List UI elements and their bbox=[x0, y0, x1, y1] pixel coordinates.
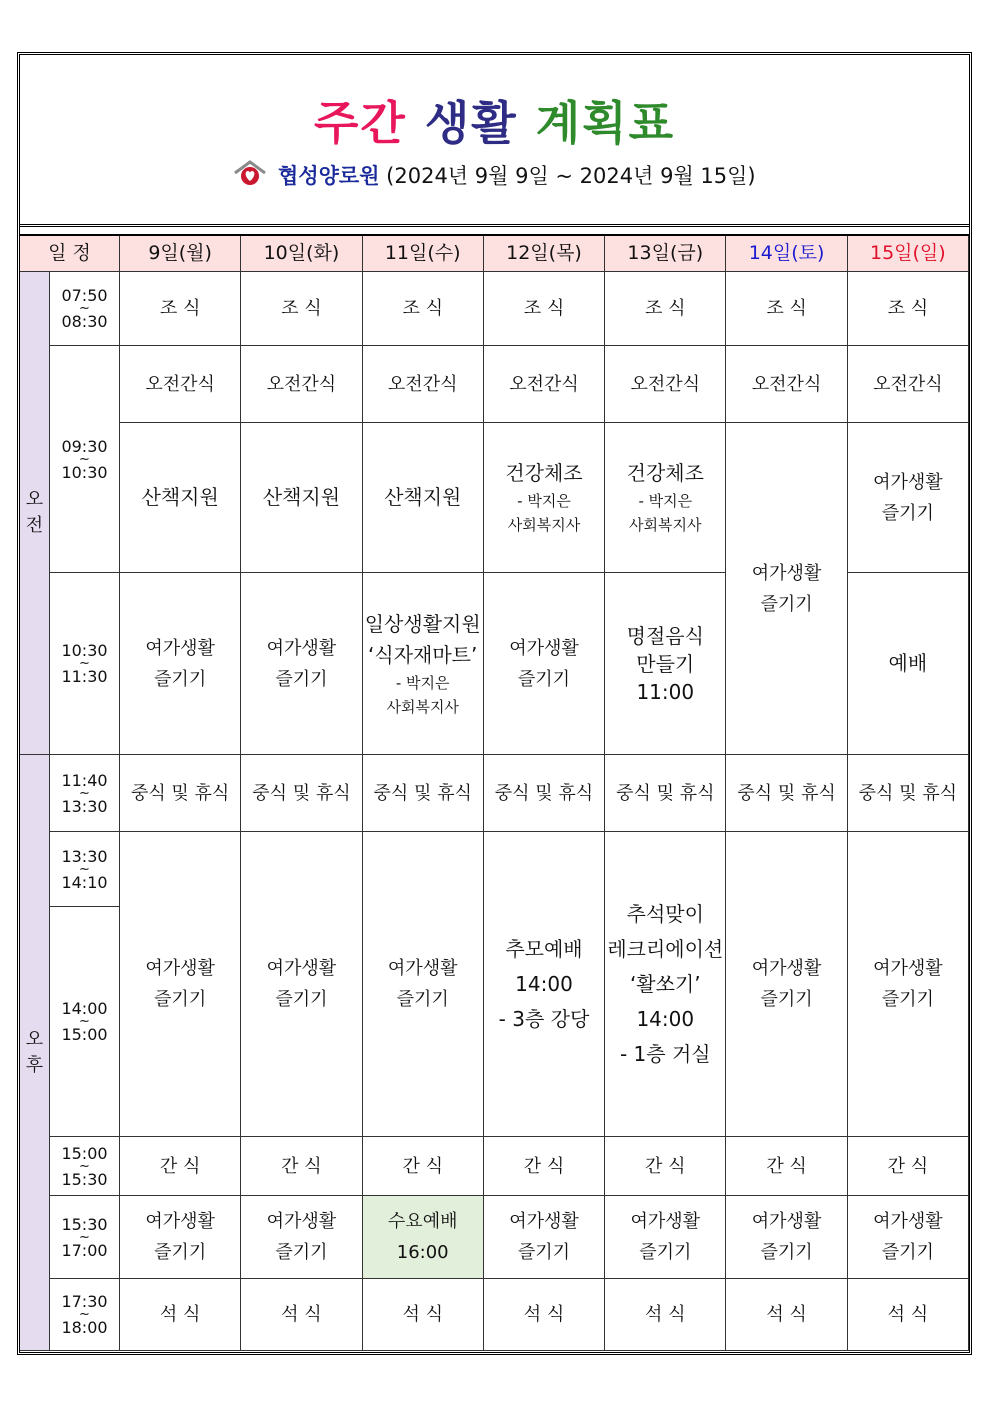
activity-cell: 오전간식 bbox=[120, 346, 241, 423]
time-start: 10:30 bbox=[61, 641, 108, 660]
activity-line-2: 즐기기 bbox=[517, 668, 571, 690]
subtitle bbox=[20, 159, 969, 195]
time-start: 15:00 bbox=[61, 1143, 108, 1163]
time-end: 15:30 bbox=[61, 1169, 108, 1189]
activity-line-1: 여가생활 bbox=[266, 958, 337, 979]
activity-cell: 예배 bbox=[848, 573, 969, 755]
time-tilde: ~ bbox=[79, 1158, 90, 1174]
activity-cell: 중식 및 휴식 bbox=[120, 755, 241, 832]
activity-cell: 간 식 bbox=[241, 1137, 362, 1196]
title-part-3: 계획표 bbox=[535, 96, 676, 150]
activity-line-1: 여가생활 bbox=[387, 958, 458, 979]
day-header-wed: 11일(수) bbox=[363, 236, 484, 272]
activity-cell: 중식 및 휴식 bbox=[726, 755, 847, 832]
day-header-tue: 10일(화) bbox=[241, 236, 362, 272]
activity-line-1: 여가생활 bbox=[266, 1211, 337, 1232]
activity-cell bbox=[605, 832, 726, 1137]
activity-leader: - 박지은 bbox=[638, 492, 693, 510]
activity-cell: 석 식 bbox=[363, 1279, 484, 1351]
activity-leader-title: 사회복지사 bbox=[507, 516, 581, 534]
activity-cell: 석 식 bbox=[605, 1279, 726, 1351]
activity-cell bbox=[848, 1196, 969, 1279]
activity-cell: 조 식 bbox=[241, 272, 362, 346]
activity-time: 14:00 bbox=[515, 971, 573, 996]
activity-cell bbox=[120, 1196, 241, 1279]
day-header-sat: 14일(토) bbox=[726, 236, 847, 272]
activity-cell: 조 식 bbox=[363, 272, 484, 346]
activity-cell: 조 식 bbox=[120, 272, 241, 346]
activity-title: 추모예배 bbox=[505, 936, 583, 961]
activity-line-1: 여가생활 bbox=[509, 637, 579, 659]
time-slot-1400 bbox=[50, 907, 120, 1137]
time-start: 14:00 bbox=[61, 999, 108, 1018]
activity-cell: 오전간식 bbox=[726, 346, 847, 423]
activity-cell: 석 식 bbox=[120, 1279, 241, 1351]
time-tilde: ~ bbox=[79, 301, 90, 316]
activity-cell bbox=[726, 1196, 847, 1279]
activity-cell bbox=[120, 832, 241, 1137]
activity-line-3: ‘활쏘기’ bbox=[629, 971, 701, 996]
time-end: 13:30 bbox=[61, 796, 108, 816]
time-start: 17:30 bbox=[61, 1292, 108, 1311]
activity-cell: 간 식 bbox=[605, 1137, 726, 1196]
time-start: 13:30 bbox=[61, 846, 108, 866]
activity-title: 건강체조 bbox=[626, 461, 704, 485]
activity-line-1: 여가생활 bbox=[266, 637, 337, 659]
time-end: 15:00 bbox=[61, 1025, 108, 1044]
activity-cell: 오전간식 bbox=[484, 346, 605, 423]
activity-cell: 석 식 bbox=[241, 1279, 362, 1351]
activity-line-2: 즐기기 bbox=[154, 989, 207, 1010]
time-slot-1030 bbox=[50, 573, 120, 755]
activity-cell bbox=[484, 832, 605, 1137]
activity-cell: 산책지원 bbox=[241, 423, 362, 573]
activity-cell: 오전간식 bbox=[241, 346, 362, 423]
date-range: (2024년 9월 9일 ~ 2024년 9월 15일) bbox=[386, 164, 756, 188]
activity-cell bbox=[484, 423, 605, 573]
time-tilde: ~ bbox=[79, 1014, 90, 1029]
activity-line-2: 즐기기 bbox=[154, 1242, 207, 1263]
activity-cell: 산책지원 bbox=[120, 423, 241, 573]
activity-line-2: 레크리에이션 bbox=[607, 936, 724, 961]
activity-cell bbox=[848, 832, 969, 1137]
activity-leader-title: 사회복지사 bbox=[629, 516, 702, 534]
activity-line-1: 여가생활 bbox=[751, 562, 822, 584]
activity-line-1: 여가생활 bbox=[145, 637, 215, 659]
activity-cell bbox=[363, 573, 484, 755]
day-header-mon: 9일(월) bbox=[120, 236, 241, 272]
schedule-sheet bbox=[17, 52, 972, 1355]
time-start: 09:30 bbox=[61, 436, 108, 456]
nursing-home-logo-icon bbox=[233, 159, 267, 195]
activity-line-2: 즐기기 bbox=[639, 1242, 692, 1263]
schedule-label-header: 일 정 bbox=[20, 236, 120, 272]
activity-cell: 조 식 bbox=[848, 272, 969, 346]
time-tilde: ~ bbox=[79, 861, 90, 877]
activity-subtitle: ‘식자재마트’ bbox=[368, 642, 478, 667]
activity-cell: 간 식 bbox=[726, 1137, 847, 1196]
activity-line-2: 즐기기 bbox=[275, 1242, 328, 1263]
time-end: 08:30 bbox=[61, 312, 108, 331]
activity-cell: 조 식 bbox=[484, 272, 605, 346]
activity-cell: 간 식 bbox=[363, 1137, 484, 1196]
time-tilde: ~ bbox=[79, 451, 90, 467]
activity-line-2: 즐기기 bbox=[154, 668, 207, 690]
activity-place: - 3층 강당 bbox=[498, 1006, 590, 1031]
time-slot-1330 bbox=[50, 832, 120, 907]
time-end: 14:10 bbox=[61, 872, 108, 892]
activity-time: 11:00 bbox=[636, 679, 695, 704]
activity-title: 일상생활지원 bbox=[364, 611, 481, 636]
title-part-2: 생활 bbox=[424, 96, 518, 150]
activity-cell: 석 식 bbox=[484, 1279, 605, 1351]
activity-cell: 오전간식 bbox=[848, 346, 969, 423]
activity-line-2: 즐기기 bbox=[396, 989, 449, 1010]
activity-line-2: 즐기기 bbox=[881, 989, 934, 1010]
activity-line-1: 명절음식 bbox=[626, 623, 704, 648]
activity-cell: 중식 및 휴식 bbox=[363, 755, 484, 832]
time-slot-1500 bbox=[50, 1137, 120, 1196]
activity-cell bbox=[241, 832, 362, 1137]
time-end: 17:00 bbox=[61, 1240, 108, 1260]
activity-line-2: 즐기기 bbox=[881, 502, 934, 524]
day-header-sun: 15일(일) bbox=[848, 236, 969, 272]
activity-line-2: 만들기 bbox=[636, 651, 695, 676]
activity-cell bbox=[363, 832, 484, 1137]
activity-cell bbox=[484, 1196, 605, 1279]
activity-line-1: 여가생활 bbox=[751, 958, 822, 979]
activity-cell: 간 식 bbox=[848, 1137, 969, 1196]
time-end: 10:30 bbox=[61, 462, 108, 482]
time-slot-1530 bbox=[50, 1196, 120, 1279]
activity-leader: - 박지은 bbox=[517, 492, 571, 510]
activity-cell-highlighted bbox=[363, 1196, 484, 1279]
activity-line-1: 여가생활 bbox=[873, 958, 943, 979]
period-morning: 오 전 bbox=[20, 272, 50, 755]
page-title bbox=[20, 95, 969, 151]
activity-title: 수요예배 bbox=[387, 1211, 458, 1232]
activity-time: 14:00 bbox=[636, 1006, 695, 1031]
activity-title: 건강체조 bbox=[505, 461, 583, 485]
activity-cell: 중식 및 휴식 bbox=[848, 755, 969, 832]
activity-cell: 중식 및 휴식 bbox=[484, 755, 605, 832]
activity-line-2: 즐기기 bbox=[275, 989, 328, 1010]
activity-line-2: 즐기기 bbox=[760, 989, 813, 1010]
time-tilde: ~ bbox=[79, 1307, 90, 1322]
time-tilde: ~ bbox=[79, 1229, 90, 1245]
activity-line-1: 여가생활 bbox=[751, 1211, 822, 1232]
activity-cell bbox=[726, 423, 847, 755]
period-afternoon: 오 후 bbox=[20, 755, 50, 1351]
time-slot-1730 bbox=[50, 1279, 120, 1351]
time-slot-0750 bbox=[50, 272, 120, 346]
title-part-1: 주간 bbox=[313, 96, 407, 150]
activity-line-2: 즐기기 bbox=[760, 593, 813, 615]
schedule-table bbox=[20, 234, 969, 1351]
day-header-fri: 13일(금) bbox=[605, 236, 726, 272]
activity-cell: 오전간식 bbox=[363, 346, 484, 423]
activity-cell bbox=[726, 832, 847, 1137]
activity-cell: 석 식 bbox=[726, 1279, 847, 1351]
time-tilde: ~ bbox=[79, 656, 90, 671]
activity-line-2: 즐기기 bbox=[760, 1242, 813, 1263]
activity-line-1: 여가생활 bbox=[873, 1211, 943, 1232]
organization-name: 협성양로원 bbox=[278, 164, 380, 188]
activity-cell bbox=[241, 1196, 362, 1279]
activity-cell: 간 식 bbox=[120, 1137, 241, 1196]
time-start: 15:30 bbox=[61, 1214, 108, 1234]
activity-cell: 산책지원 bbox=[363, 423, 484, 573]
activity-cell bbox=[848, 423, 969, 573]
activity-cell: 조 식 bbox=[605, 272, 726, 346]
activity-leader: - 박지은 bbox=[395, 673, 450, 692]
activity-cell: 중식 및 휴식 bbox=[605, 755, 726, 832]
activity-line-2: 즐기기 bbox=[275, 668, 328, 690]
day-header-thu: 12일(목) bbox=[484, 236, 605, 272]
activity-place: - 1층 거실 bbox=[619, 1041, 711, 1066]
activity-cell bbox=[120, 573, 241, 755]
activity-cell: 석 식 bbox=[848, 1279, 969, 1351]
header bbox=[20, 55, 969, 227]
activity-line-1: 추석맞이 bbox=[626, 901, 704, 926]
activity-line-1: 여가생활 bbox=[509, 1211, 579, 1232]
activity-cell bbox=[605, 1196, 726, 1279]
activity-leader-title: 사회복지사 bbox=[386, 697, 459, 716]
activity-cell: 중식 및 휴식 bbox=[241, 755, 362, 832]
activity-cell: 조 식 bbox=[726, 272, 847, 346]
time-tilde: ~ bbox=[79, 785, 90, 801]
activity-cell bbox=[605, 423, 726, 573]
activity-time: 16:00 bbox=[396, 1242, 449, 1263]
activity-cell: 간 식 bbox=[484, 1137, 605, 1196]
activity-line-1: 여가생활 bbox=[145, 1211, 215, 1232]
time-start: 07:50 bbox=[61, 286, 108, 305]
time-end: 11:30 bbox=[61, 667, 108, 686]
activity-cell: 오전간식 bbox=[605, 346, 726, 423]
time-slot-1140 bbox=[50, 755, 120, 832]
activity-line-2: 즐기기 bbox=[517, 1242, 571, 1263]
activity-cell bbox=[241, 573, 362, 755]
activity-cell bbox=[605, 573, 726, 755]
time-end: 18:00 bbox=[61, 1318, 108, 1337]
activity-line-1: 여가생활 bbox=[630, 1211, 701, 1232]
activity-line-1: 여가생활 bbox=[873, 471, 943, 493]
activity-cell bbox=[484, 573, 605, 755]
activity-line-1: 여가생활 bbox=[145, 958, 215, 979]
time-start: 11:40 bbox=[61, 770, 108, 790]
time-slot-0930 bbox=[50, 346, 120, 573]
activity-line-2: 즐기기 bbox=[881, 1242, 934, 1263]
